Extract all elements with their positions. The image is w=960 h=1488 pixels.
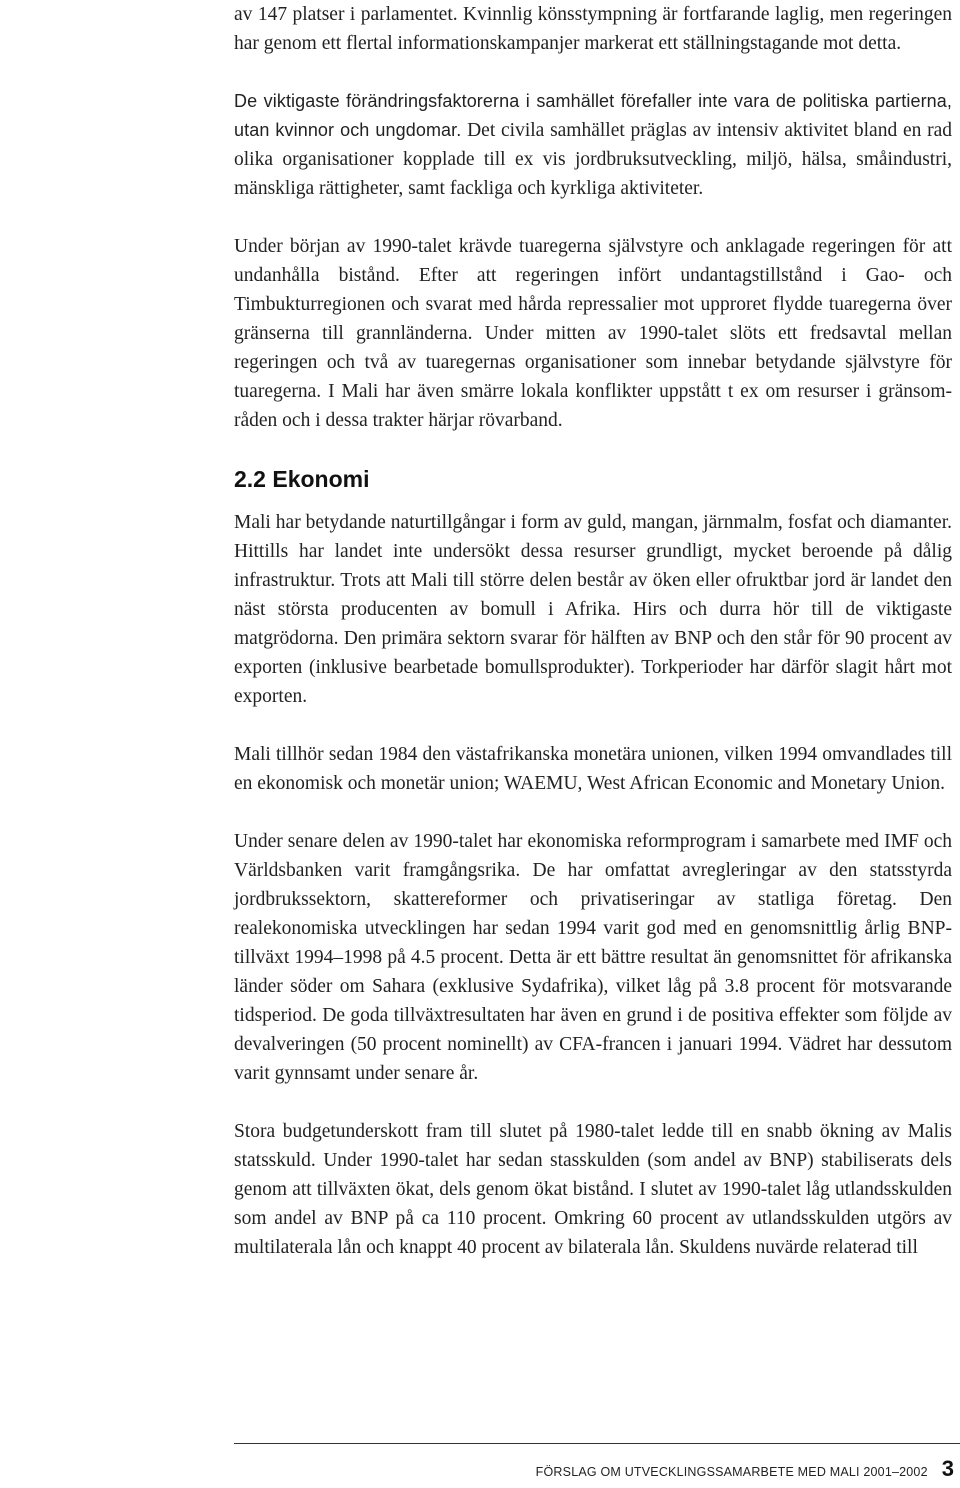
paragraph-tuaregs: Under början av 1990-talet krävde tuaregerna självstyre och anklagade regeringen för att undanhålla bistånd. Efter att regeringen infört undantagstillstånd i Gao- och Timbukturregionen och svarat med hårda repressalier mot upproret flydde tuaregerna över gränserna till grannländerna. Under mitten av 1990-talet slöts ett fredsavtal mellan regeringen och två av tuaregernas organisationer som innebar betydande självstyre för tuaregerna. I Mali har även smärre lokala konflikter uppstått t ex om resurser i gränsområden och i dessa trakter härjar rövarband.	[234, 236, 952, 431]
page-footer	[536, 1456, 954, 1482]
paragraph-reforms: Under senare delen av 1990-talet har ekonomiska reformprogram i samarbete med IMF och Världsbanken varit framgångsrika. De har omfattat avregleringar av den statsstyrda jordbrukssektorn, skattereformer och privatiseringar av statliga företag. Den realekonomiska utvecklingen har sedan 1994 varit god med en genomsnittlig årlig BNP-tillväxt 1994–1998 på 4.5 procent. Detta är ett bättre resultat än genomsnittet för afrikanska länder söder om Sahara (exklusive Sydafrika), vilket låg på 3.8 procent för motsvarande tidsperiod. De goda tillväxtresultaten har även en grund i de positiva effekter som följde av devalveringen (50 procent nominellt) av CFA-francen i januari 1994. Vädret har dessutom varit gynnsamt under senare år.	[234, 831, 952, 1084]
paragraph-civil-society	[234, 87, 952, 203]
paragraph-natural-resources: Mali har betydande naturtillgångar i form av guld, mangan, järnmalm, fosfat och diamanter. Hittills har landet inte undersökt dessa resurser grundligt, mycket beroende på dålig infrastruktur. Trots att Mali till större delen består av öken eller ofruktbar jord är landet den näst största producenten av bomull i Afrika. Hirs och durra hör till de viktigaste matgrödorna. Den primära sektorn svarar för hälften av BNP och den står för 90 procent av exporten (inklusive bearbetade bomullsprodukter). Torkperioder har därför slagit hårt mot exporten.	[234, 512, 952, 707]
paragraph-debt: Stora budgetunderskott fram till slutet på 1980-talet ledde till en snabb ökning av Malis statsskuld. Under 1990-talet har sedan stasskulden (som andel av BNP) stabiliserats dels genom att tillväxten ökat, dels genom ökat bistånd. I slutet av 1990-talet låg utlandsskulden som andel av BNP på ca 110 procent. Omkring 60 procent av utlandsskulden utgörs av multilaterala lån och knappt 40 procent av bilaterala lån. Skuldens nuvärde relaterad till	[234, 1121, 952, 1258]
footer-rule	[234, 1443, 960, 1444]
footer-title: FÖRSLAG OM UTVECKLINGSSAMARBETE MED MALI 2001–2002	[535, 1465, 928, 1479]
paragraph-parliament: av 147 platser i parlamentet. Kvinnlig könsstympning är fortfarande laglig, men regeringen har genom ett flertal informationskampanjer markerat ett ställningstagande mot detta.	[234, 4, 952, 54]
paragraph-civil-society-body: Det civila samhället präglas av intensiv aktivitet bland en rad olika organisationer kopplade till ex vis jordbruksutveckling, miljö, hälsa, småindustri, mänskliga rättigheter, samt fackliga och kyrkliga aktiviteter.	[234, 120, 952, 199]
document-body	[234, 0, 952, 1262]
paragraph-civil-society-lead: De viktigaste förändringsfaktorerna i samhället förefaller inte vara de politiska partierna, utan kvinnor och ungdomar.	[234, 91, 952, 140]
page-number: 3	[941, 1456, 954, 1481]
paragraph-monetary-union: Mali tillhör sedan 1984 den västafrikanska monetära unionen, vilken 1994 omvandlades till en ekonomisk och monetär union; WAEMU, West African Economic and Monetary Union.	[234, 744, 952, 794]
section-heading-economy: 2.2 Ekonomi	[234, 466, 370, 492]
